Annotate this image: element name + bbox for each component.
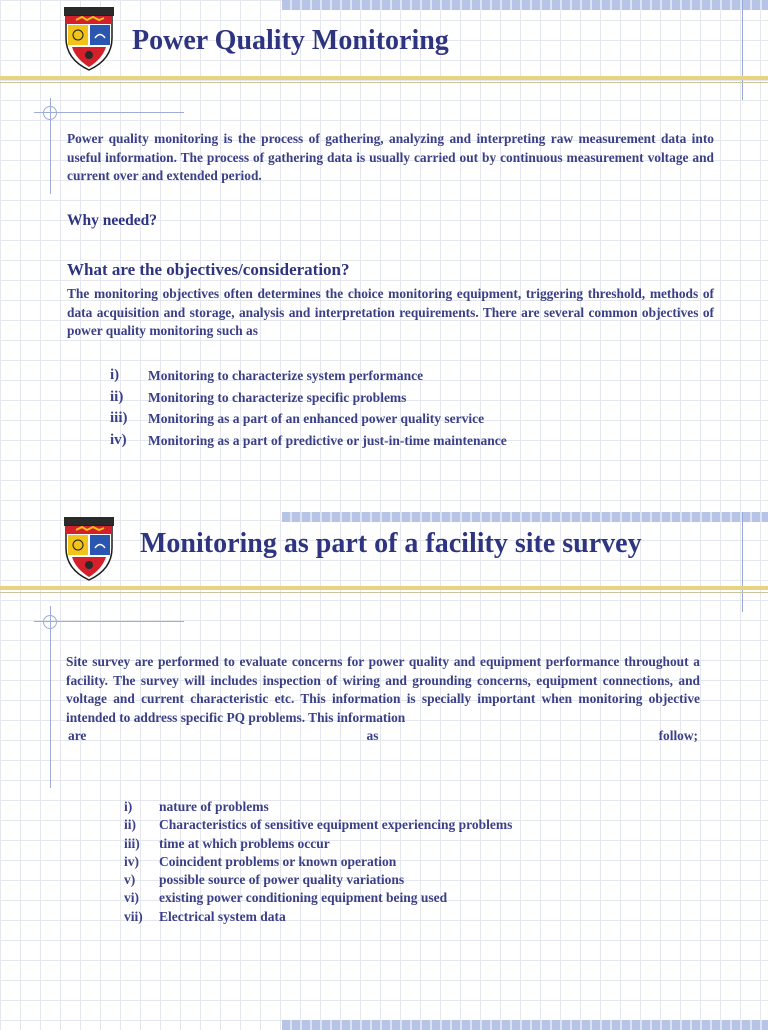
right-vertical-rule [742,512,743,612]
list-item: i) Monitoring to characterize system performance [110,367,424,383]
list-item: iii) Monitoring as a part of an enhanced power quality service [110,410,485,427]
slide-1 [0,0,768,512]
list-item: iv) Monitoring as a part of predictive or just-in-time maintenance [110,432,507,449]
crosshair-circle [43,615,57,629]
slide-title: Monitoring as part of a facility site survey [140,528,642,559]
list-item: iii) time at which problems occur [124,835,330,851]
list-item: iv) Coincident problems or known operation [124,853,397,869]
right-vertical-rule [742,0,743,100]
list-item: vii) Electrical system data [124,908,286,924]
slide-title: Power Quality Monitoring [132,25,449,56]
title-underline [0,586,768,590]
bottom-decorative-band [282,1020,768,1030]
intro-paragraph: Power quality monitoring is the process of gathering, analyzing and interpreting raw measurement data into useful information. The process of gathering data is usually carried out by continuous measurement voltage and current over and extended period. [67,131,714,183]
crosshair-vertical [50,606,51,788]
university-crest-logo [62,516,116,582]
title-underline-thin [0,592,768,593]
top-decorative-band [282,0,768,10]
why-needed-heading: Why needed? [67,212,157,229]
title-underline [0,76,768,80]
university-crest-logo [62,6,116,72]
title-underline-thin [0,82,768,83]
objectives-paragraph: The monitoring objectives often determines the choice monitoring equipment, triggering threshold, methods of data acquisition and storage, analysis and interpretation requirements. There are several common objectives of power quality monitoring such as [67,286,714,338]
list-item: ii) Characteristics of sensitive equipment experiencing problems [124,817,513,833]
list-item: vi) existing power conditioning equipment being used [124,890,448,906]
survey-paragraph: Site survey are performed to evaluate concerns for power quality and equipment performance throughout a facility. The survey will includes inspection of wiring and grounding concerns, equipment connections, and voltage and current characteristic etc. This information is specially important when monitoring objective intended to address specific PQ problems. This information [66,654,700,725]
survey-paragraph-last-line: are as follow; [68,728,698,743]
list-item: i) nature of problems [124,799,269,814]
objectives-list [110,365,507,452]
list-item: ii) Monitoring to characterize specific problems [110,388,407,405]
top-decorative-band [282,512,768,522]
survey-items-list [124,798,512,926]
objectives-heading: What are the objectives/consideration? [67,260,350,279]
crosshair-circle [43,106,57,120]
list-item: v) possible source of power quality variations [124,872,405,888]
